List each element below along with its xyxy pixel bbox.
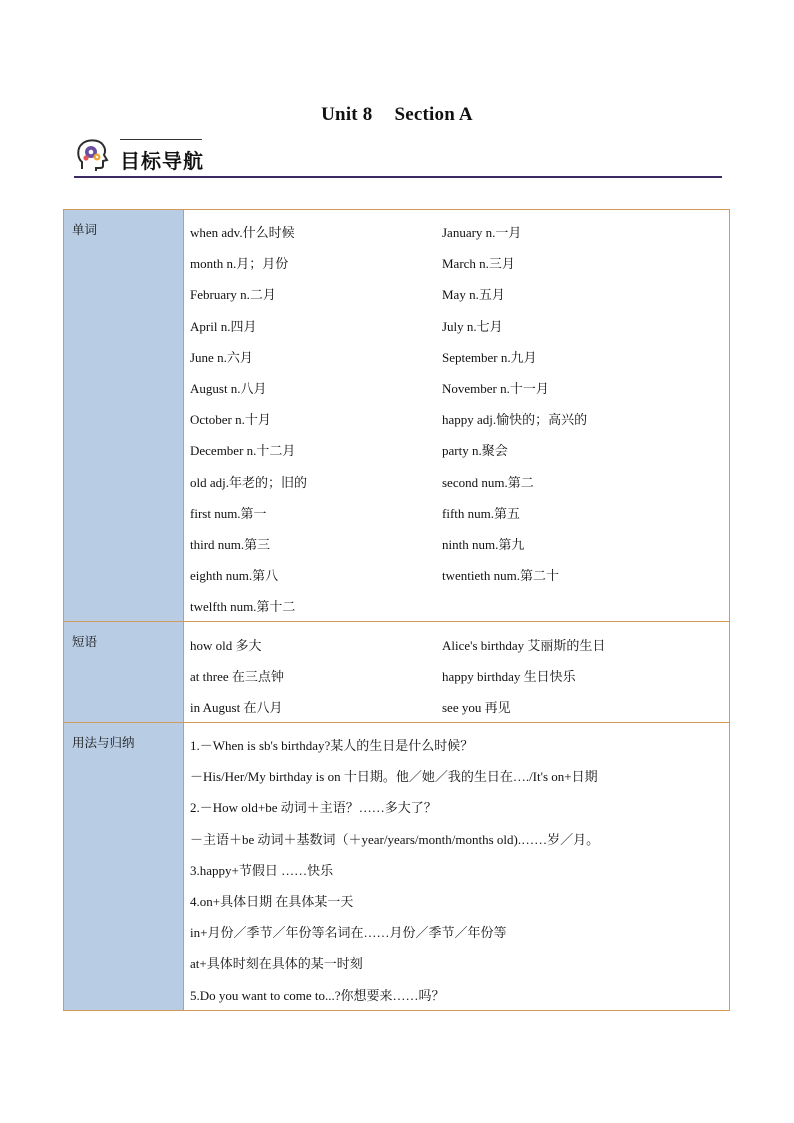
- vocab-right: November n.十一月: [442, 381, 549, 397]
- section-header: [74, 136, 722, 178]
- vocab-item: [190, 528, 729, 559]
- vocab-item: [190, 216, 729, 247]
- vocab-right: September n.九月: [442, 349, 537, 365]
- phrases-label: 短语: [64, 622, 184, 723]
- section-heading: 目标导航: [120, 149, 204, 173]
- vocab-right: March n.三月: [442, 256, 515, 272]
- vocab-item: [190, 434, 729, 465]
- usage-line: 2.－How old+be 动词＋主语？……多大了？: [190, 800, 437, 816]
- vocab-left: eighth num.第八: [190, 568, 279, 584]
- usage-row: [64, 723, 730, 1011]
- vocab-row: [64, 210, 730, 622]
- vocab-label: 单词: [64, 210, 184, 622]
- vocab-right: party n.聚会: [442, 443, 508, 459]
- phrases-content: [184, 622, 730, 723]
- title-section: Section A: [394, 104, 473, 125]
- vocab-left: old adj.年老的；旧的: [190, 474, 307, 490]
- usage-line: 1.－When is sb's birthday?某人的生日是什么时候？: [190, 738, 474, 754]
- usage-line: in+月份／季节／年份等名词在……月份／季节／年份等: [190, 925, 507, 941]
- vocab-item: [190, 403, 729, 434]
- vocab-right: ninth num.第九: [442, 536, 525, 552]
- title-unit: Unit 8: [321, 104, 373, 125]
- vocab-right: fifth num.第五: [442, 505, 520, 521]
- vocab-right: second num.第二: [442, 474, 534, 490]
- vocab-item: [190, 247, 729, 278]
- phrase-right: see you 再见: [442, 699, 511, 715]
- phrases-row: [64, 622, 730, 723]
- usage-line: 3.happy+节假日 ……快乐: [190, 862, 334, 878]
- vocab-left: twelfth num.第十二: [190, 599, 296, 615]
- vocab-left: October n.十月: [190, 412, 271, 428]
- page-title: [0, 104, 794, 126]
- phrase-item: [190, 691, 729, 722]
- usage-line: 5.Do you want to come to...?你想要来……吗？: [190, 987, 445, 1003]
- phrase-item: [190, 628, 729, 659]
- usage-line: 4.on+具体日期 在具体某一天: [190, 894, 354, 910]
- vocab-right: July n.七月: [442, 318, 503, 334]
- vocab-left: month n.月；月份: [190, 256, 289, 272]
- phrase-right: Alice's birthday 艾丽斯的生日: [442, 637, 606, 653]
- vocab-left: April n.四月: [190, 318, 257, 334]
- vocab-item: [190, 341, 729, 372]
- vocab-item: [190, 278, 729, 309]
- usage-line: at+具体时刻在具体的某一时刻: [190, 956, 363, 972]
- vocab-left: when adv.什么时候: [190, 225, 295, 241]
- header-divider: [74, 176, 722, 178]
- vocab-item: [190, 559, 729, 590]
- phrase-left: in August 在八月: [190, 699, 283, 715]
- vocab-item: [190, 372, 729, 403]
- phrase-left: how old 多大: [190, 637, 262, 653]
- usage-line: －主语＋be 动词＋基数词（＋year/years/month/months old).……岁／月。: [190, 831, 600, 847]
- brain-gears-icon: [74, 136, 112, 174]
- vocab-left: June n.六月: [190, 349, 253, 365]
- vocab-left: first num.第一: [190, 505, 267, 521]
- vocab-left: August n.八月: [190, 381, 267, 397]
- vocab-left: third num.第三: [190, 536, 271, 552]
- vocab-left: February n.二月: [190, 287, 276, 303]
- vocab-right: twentieth num.第二十: [442, 568, 559, 584]
- vocab-right: happy adj.愉快的；高兴的: [442, 412, 588, 428]
- usage-content: [184, 723, 730, 1011]
- vocab-content: [184, 210, 730, 622]
- usage-label: 用法与归纳: [64, 723, 184, 1011]
- vocab-right: May n.五月: [442, 287, 505, 303]
- vocab-right: January n.一月: [442, 225, 522, 241]
- phrase-item: [190, 660, 729, 691]
- vocab-item: [190, 590, 729, 621]
- vocab-item: [190, 497, 729, 528]
- usage-line: －His/Her/My birthday is on 十日期。他／她／我的生日在…./It's on+日期: [190, 769, 598, 785]
- vocab-item: [190, 310, 729, 341]
- vocab-item: [190, 466, 729, 497]
- header-top-rule: [120, 139, 202, 140]
- phrase-right: happy birthday 生日快乐: [442, 668, 576, 684]
- phrase-left: at three 在三点钟: [190, 668, 284, 684]
- vocab-left: December n.十二月: [190, 443, 296, 459]
- content-table: [63, 209, 730, 1011]
